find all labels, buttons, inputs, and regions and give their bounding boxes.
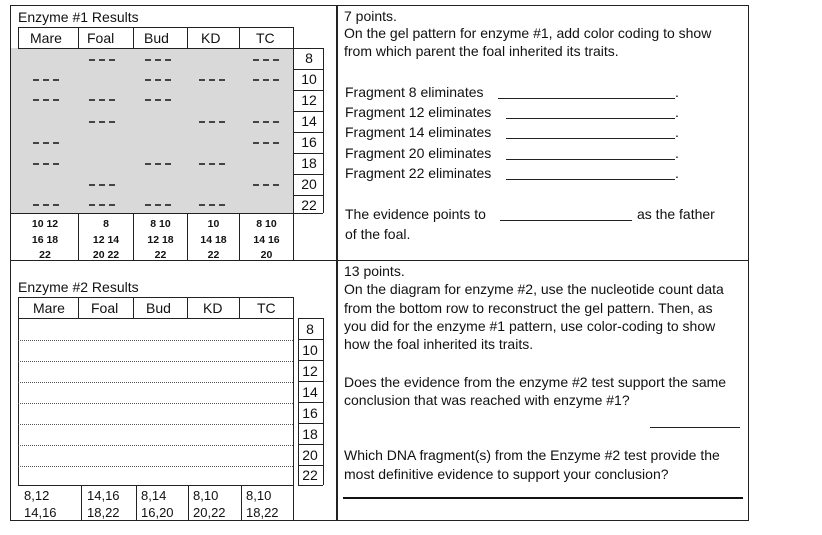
band	[33, 204, 59, 206]
enzyme1-size-20: 20	[301, 176, 317, 192]
band	[89, 59, 115, 61]
enzyme1-col-tc: TC	[256, 30, 275, 46]
q1-instruction-1: On the gel pattern for enzyme #1, add color coding to show	[344, 25, 712, 41]
enzyme1-col-mare: Mare	[30, 30, 62, 46]
enzyme2-size-14: 14	[302, 384, 318, 400]
evidence-text-2: as the father	[637, 206, 715, 222]
enzyme2-size-20: 20	[302, 447, 318, 463]
enzyme1-col-kd: KD	[201, 30, 221, 46]
enzyme2-col-foal: Foal	[91, 300, 119, 316]
band	[33, 163, 59, 165]
band	[199, 204, 225, 206]
enzyme1-count-foal: 8 12 14 20 22	[92, 218, 120, 261]
q2-question-a-2: conclusion that was reached with enzyme #1?	[344, 392, 630, 408]
enzyme1-size-16: 16	[301, 134, 317, 150]
band	[89, 121, 115, 123]
enzyme1-count-kd: 10 14 18 22	[200, 218, 227, 261]
enzyme2-size-18: 18	[302, 426, 318, 442]
q2-line-1: On the diagram for enzyme #2, use the nucleotide count data	[344, 281, 724, 297]
band	[199, 163, 225, 165]
fragment-12-blank[interactable]	[506, 118, 675, 119]
enzyme2-size-12: 12	[302, 363, 318, 379]
enzyme2-size-16: 16	[302, 405, 318, 421]
band	[145, 59, 171, 61]
enzyme2-count-bud: 8,14 16,20	[141, 488, 174, 520]
enzyme1-size-22: 22	[301, 197, 317, 213]
enzyme2-count-foal: 14,16 18,22	[87, 488, 120, 520]
enzyme2-count-tc: 8,10 18,22	[246, 488, 279, 520]
enzyme1-size-12: 12	[301, 92, 317, 108]
q2-question-b-2: most definitive evidence to support your conclusion?	[344, 466, 669, 482]
q2-question-b-1: Which DNA fragment(s) from the Enzyme #2 test provide the	[344, 447, 720, 463]
enzyme2-size-22: 22	[302, 467, 318, 483]
enzyme1-size-8: 8	[305, 50, 313, 66]
q2-question-a-1: Does the evidence from the enzyme #2 test support the same	[344, 374, 727, 390]
band	[89, 99, 115, 101]
band	[89, 204, 115, 206]
enzyme1-col-bud: Bud	[144, 30, 169, 46]
q2-line-3: you did for the enzyme #1 pattern, use color-coding to show	[344, 318, 716, 334]
fragment-12-label: Fragment 12 eliminates	[345, 104, 492, 120]
enzyme1-count-mare: 10 12 16 18 22	[31, 218, 59, 261]
q1-points: 7 points.	[344, 8, 397, 24]
band	[89, 184, 115, 186]
enzyme1-gel	[11, 48, 293, 213]
q2-answer-b-line[interactable]	[343, 497, 743, 499]
fragment-8-blank[interactable]	[498, 98, 675, 99]
fragment-22-label: Fragment 22 eliminates	[345, 165, 492, 181]
band	[253, 79, 279, 81]
evidence-text-1: The evidence points to	[345, 206, 486, 222]
enzyme2-col-mare: Mare	[33, 300, 65, 316]
band	[33, 99, 59, 101]
enzyme2-col-kd: KD	[203, 300, 223, 316]
band	[145, 163, 171, 165]
band	[199, 121, 225, 123]
enzyme2-size-8: 8	[306, 321, 314, 337]
enzyme2-size-10: 10	[302, 342, 318, 358]
enzyme2-title: Enzyme #2 Results	[18, 279, 139, 295]
q2-points: 13 points.	[344, 263, 405, 279]
fragment-20-blank[interactable]	[506, 159, 675, 160]
fragment-14-label: Fragment 14 eliminates	[345, 124, 492, 140]
q2-answer-a-blank[interactable]	[650, 427, 740, 428]
fragment-8-label: Fragment 8 eliminates	[345, 84, 484, 100]
band	[145, 99, 171, 101]
band	[253, 121, 279, 123]
enzyme1-count-bud: 8 10 12 18 22	[147, 218, 174, 261]
band	[33, 142, 59, 144]
enzyme1-col-foal: Foal	[87, 30, 115, 46]
enzyme1-count-tc: 8 10 14 16 20	[253, 218, 280, 261]
q2-line-4: how the foal inherited its traits.	[344, 336, 534, 352]
enzyme2-count-kd: 8,10 20,22	[193, 488, 226, 520]
fragment-14-blank[interactable]	[506, 138, 675, 139]
enzyme1-size-10: 10	[301, 71, 317, 87]
enzyme1-size-18: 18	[301, 155, 317, 171]
q1-instruction-2: from which parent the foal inherited its traits.	[344, 43, 619, 59]
band	[253, 59, 279, 61]
band	[33, 79, 59, 81]
band	[253, 142, 279, 144]
band	[253, 184, 279, 186]
enzyme1-title: Enzyme #1 Results	[18, 9, 139, 25]
q2-line-2: from the bottom row to reconstruct the gel pattern. Then, as	[344, 300, 713, 316]
enzyme2-col-bud: Bud	[146, 300, 171, 316]
enzyme2-count-mare: 8,12 14,16	[24, 488, 57, 520]
band	[199, 79, 225, 81]
fragment-22-blank[interactable]	[506, 179, 675, 180]
fragment-20-label: Fragment 20 eliminates	[345, 145, 492, 161]
band	[145, 79, 171, 81]
enzyme2-col-tc: TC	[257, 300, 276, 316]
father-blank[interactable]	[500, 220, 632, 221]
band	[145, 204, 171, 206]
evidence-text-3: of the foal.	[345, 226, 411, 242]
enzyme1-size-14: 14	[301, 113, 317, 129]
